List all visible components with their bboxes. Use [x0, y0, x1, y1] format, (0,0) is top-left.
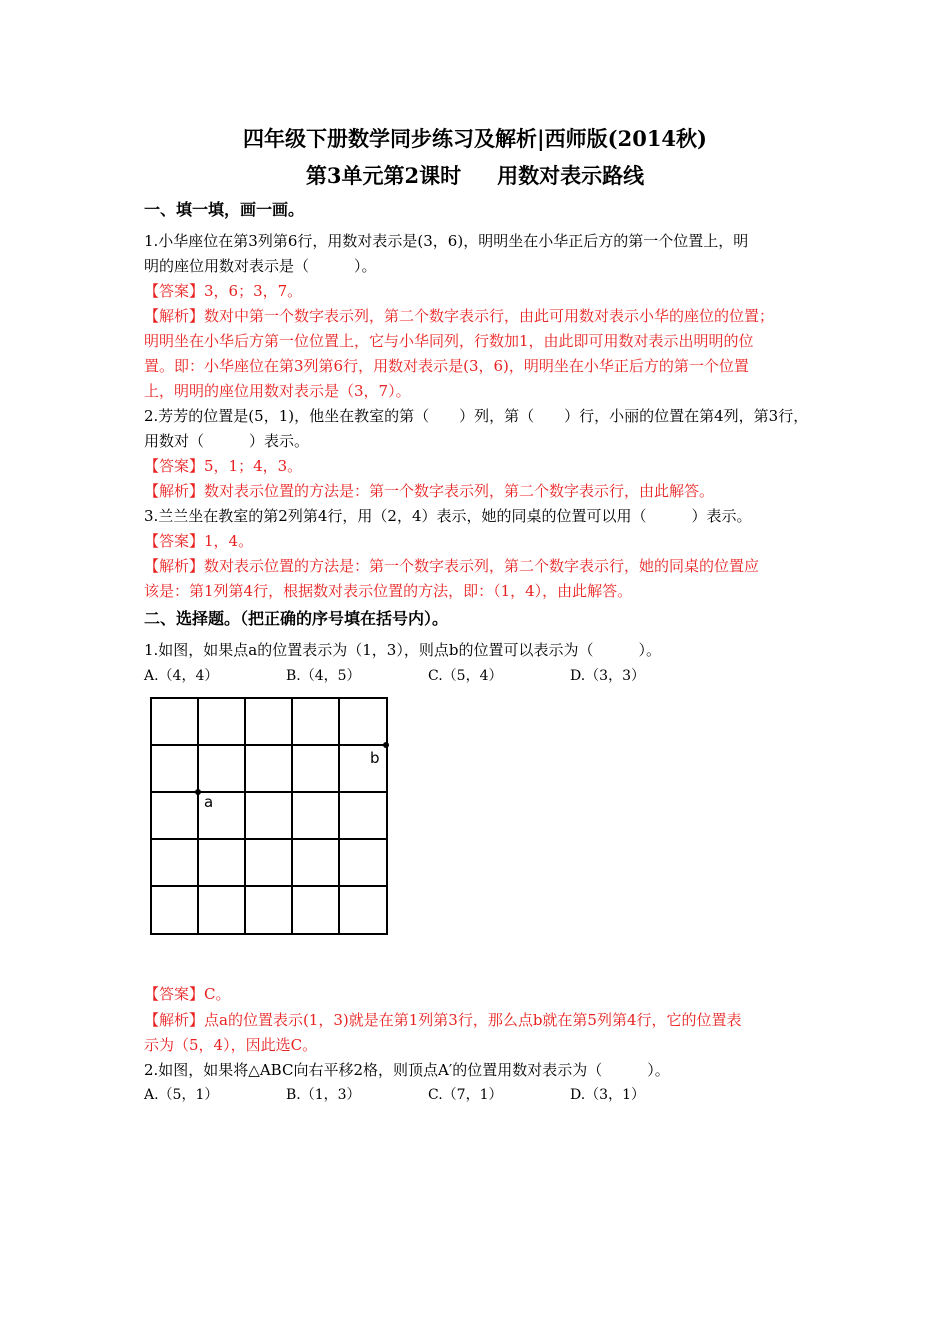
s2-q1-option-c: C.（5，4） — [428, 668, 503, 684]
point-a — [195, 789, 201, 795]
s2-q1-line1: 1.如图，如果点a的位置表示为（1，3），则点b的位置可以表示为（ ）。 — [144, 641, 661, 659]
s2-q2-option-a: A.（5，1） — [144, 1087, 219, 1103]
grid-border — [151, 698, 387, 934]
lesson-topic: 用数对表示路线 — [497, 163, 645, 188]
s1-q3-answer: 【答案】1，4。 — [144, 532, 254, 550]
s2-q2-option-d: D.（3，1） — [570, 1087, 645, 1103]
s2-q1-answer: 【答案】C。 — [144, 985, 231, 1003]
point-b-label: b — [370, 749, 380, 767]
section2-heading: 二、选择题。（把正确的序号填在括号内）。 — [144, 609, 449, 628]
s1-q1-analysis-3: 置。即：小华座位在第3列第6行，用数对表示是(3，6)，明明坐在小华正后方的第一个位置 — [144, 357, 749, 375]
lesson-number: 第3单元第2课时 — [305, 163, 462, 188]
s2-q1-option-a: A.（4，4） — [144, 668, 219, 684]
point-b — [383, 742, 389, 748]
s1-q2-line2: 用数对（ ）表示。 — [144, 432, 310, 450]
s1-q1-answer: 【答案】3，6；3，7。 — [144, 282, 303, 300]
s1-q2-line1: 2.芳芳的位置是(5，1)，他坐在教室的第（ ）列，第（ ）行，小丽的位置在第4列，第3行， — [144, 407, 809, 425]
s1-q1-analysis-4: 上，明明的座位用数对表示是（3，7）。 — [144, 382, 411, 400]
s2-q1-analysis-1: 【解析】点a的位置表示(1，3)就是在第1列第3行，那么点b就在第5列第4行，它的位置表 — [144, 1011, 742, 1029]
s2-q2-option-c: C.（7，1） — [428, 1087, 503, 1103]
s1-q2-analysis-1: 【解析】数对表示位置的方法是：第一个数字表示列，第二个数字表示行，由此解答。 — [144, 482, 715, 500]
section1-heading: 一、填一填，画一画。 — [144, 200, 305, 219]
s2-q1-option-d: D.（3，3） — [570, 668, 645, 684]
s1-q1-analysis-2: 明明坐在小华后方第一位位置上，它与小华同列，行数加1，由此即可用数对表示出明明的位 — [144, 332, 754, 350]
s1-q1-analysis-1: 【解析】数对中第一个数字表示列，第二个数字表示行，由此可用数对表示小华的座位的位置； — [144, 307, 775, 325]
s2-q2-option-b: B.（1，3） — [286, 1087, 361, 1103]
lesson-subtitle — [0, 160, 950, 190]
s1-q1-line2: 明的座位用数对表示是（ ）。 — [144, 257, 377, 275]
point-a-label: a — [204, 793, 214, 811]
s1-q3-analysis-2: 该是：第1列第4行，根据数对表示位置的方法，即：（1，4），由此解答。 — [144, 582, 633, 600]
s1-q1-line1: 1.小华座位在第3列第6行，用数对表示是(3，6)，明明坐在小华正后方的第一个位置上，明 — [144, 232, 749, 250]
s1-q3-line1: 3.兰兰坐在教室的第2列第4行，用（2，4）表示，她的同桌的位置可以用（ ）表示。 — [144, 507, 752, 525]
s2-q1-analysis-2: 示为（5，4），因此选C。 — [144, 1036, 318, 1054]
s1-q2-answer: 【答案】5，1；4，3。 — [144, 457, 303, 475]
s1-q3-analysis-1: 【解析】数对表示位置的方法是：第一个数字表示列，第二个数字表示行，她的同桌的位置应 — [144, 557, 760, 575]
s2-q1-option-b: B.（4，5） — [286, 668, 361, 684]
s2-q2-line1: 2.如图，如果将△ABC向右平移2格，则顶点A′的位置用数对表示为（ ）。 — [144, 1061, 670, 1079]
document-title: 四年级下册数学同步练习及解析|西师版(2014秋) — [243, 126, 707, 151]
coordinate-grid-figure — [148, 695, 393, 940]
